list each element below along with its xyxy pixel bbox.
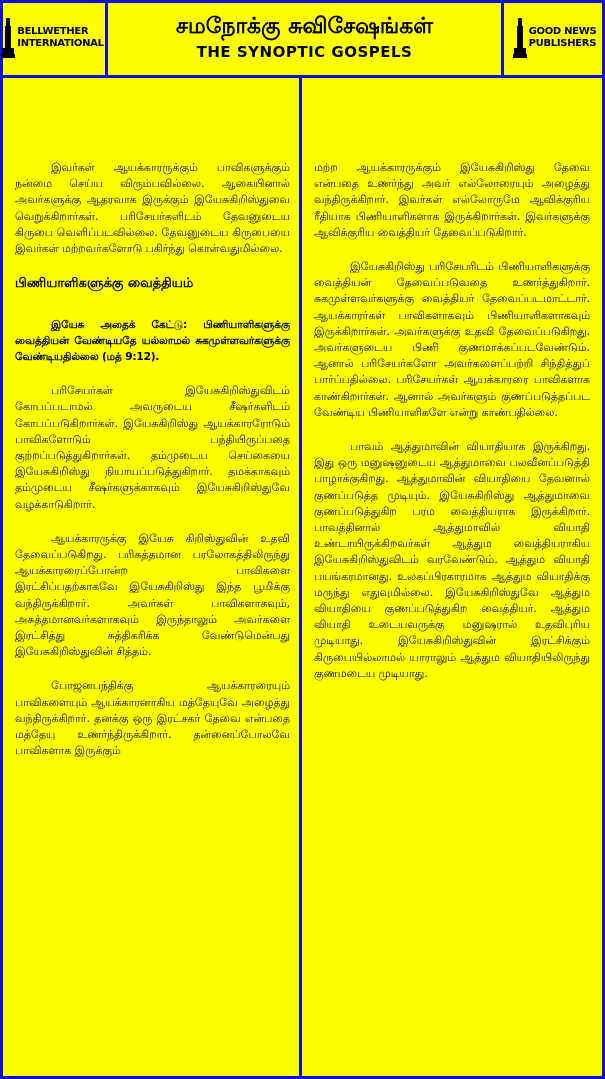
paragraph: ஆயக்காரருக்கு இயேசு கிறிஸ்துவின் உதவி தேவைப்படுகிறது. பரிசுத்தமான பரலோகத்திலிருந்து ஆயக்காரரைப்போன்ற பாவிகளை இரட்சிப்பதற்காகவே இயேசுகிறிஸ்து இந்த பூமிக்கு வந்திருக்கிறார். அவர்கள் பாவிகளாகவும், அசுத்தமானவர்களாகவும் இருந்தாலும் அவர்களை இரட்சித்து சுத்திகரிக்க வேண்டுமென்பது இயேசுகிறிஸ்துவின் சித்தம். [15, 531, 290, 659]
bellwether-logo-text [17, 26, 103, 50]
paragraph: பரிசேயர்கள் இயேசுகிறிஸ்துவிடம் கோபப்படாமல் அவருடைய சீஷர்களிடம் கோபப்படுகிறார்கள். இயேசுகிறிஸ்து ஆயக்காரரோடும் பாவிகளோடும் பந்தியிருப்பதை குற்றப்படுத்துகிறார்கள். தம்முடைய செய்கையை இயேசுகிறிஸ்து நியாயப்படுத்துகிறார். தமக்காகவும் தம்முடைய சீஷர்களுக்காகவும் இயேசுகிறிஸ்துவே வழக்காடுகிறார். [15, 384, 290, 511]
page-title-tamil: சமநோக்கு சுவிசேஷங்கள் [175, 13, 434, 39]
page-title-english: THE SYNOPTIC GOSPELS [196, 42, 413, 61]
good-news-logo [501, 0, 605, 75]
left-column [3, 78, 299, 1079]
title-block [108, 0, 501, 75]
right-column [302, 78, 602, 1079]
page-header [0, 0, 605, 78]
logo-line: INTERNATIONAL [17, 37, 104, 49]
section-heading: பிணியாளிகளுக்கு வைத்தியம் [15, 276, 194, 292]
scripture-quote: இயேசு அதைக் கேட்டு: பிணியாளிகளுக்கு வைத்தியன் வேண்டியதே யல்லாமல் சுகமுள்ளவர்களுக்கு வேண்டியதில்லை (மத் 9:12). [15, 319, 290, 364]
bellwether-logo [0, 0, 108, 75]
good-news-logo-text [529, 26, 597, 50]
paragraph: போஜனபந்திக்கு ஆயக்காரரையும் பாவிகளையும் ஆயக்காரனாகிய மத்தேயுவே அழைத்து வந்திருக்கிறார். தனக்கு ஒரு இரட்சகர் தேவை என்பதை மத்தேயு உணர்ந்திருக்கிறார். தன்னைப்போலவே பாவிகளாக இருக்கும் [15, 679, 290, 758]
logo-line: GOOD NEWS [528, 25, 597, 37]
paragraph: இவர்கள் ஆயக்காரருக்கும் பாவிகளுக்கும் நன்மை செய்ய விரும்பவில்லை. ஆகையினால் அவர்களுக்கு ஆதரவாக இருக்கும் இயேசுகிறிஸ்துவை வெறுக்கிறார்கள். பரிசேயர்களிடம் தேவனுடைய கிருபை வெளிப்படவில்லை. தேவனுடைய கிருபையை இவர்கள் மற்றவர்களோடு பகிர்ந்து கொள்வதுமில்லை. [15, 161, 290, 256]
paragraph: பாவம் ஆத்துமாவின் வியாதியாக இருக்கிறது. இது ஒரு மனுஷனுடைய ஆத்துமாவை பலவீனப்படுத்தி பாழாக்குகிறது. ஆத்துமாவின் வியாதியை தேவனால் குணப்படுத்த முடியும். இயேசுகிறிஸ்து ஆத்துமாவை குணப்படுத்துகிற பரம வைத்தியராக இருக்கிறார். பாவத்தினால் ஆத்துமாவில் வியாதி உண்டாயிருக்கிறவர்கள் ஆத்தும வைத்தியராகிய இயேசுகிறிஸ்துவிடம் வரவேண்டும். ஆத்தும வியாதி பயங்கரமானது. உலகப்பிரகாரமாக ஆத்தும வியாதிக்கு மருந்து எதுவுமில்லை. இயேசுகிறிஸ்துவே ஆத்தும வியாதியை குணப்படுத்துகிற வைத்தியர். ஆத்தும வியாதி உடையவருக்கு மனுஷரால் உதவிபுரிய முடியாது. இயேசுகிறிஸ்துவின் இரட்சிக்கும் கிருபையில்லாமல் யாராலும் ஆத்தும வியாதியிலிருந்து குணமடைய முடியாது. [314, 440, 590, 680]
paragraph: இயேசுகிறிஸ்து பரிசேயரிடம் பிணியாளிகளுக்கு வைத்தியன் தேவைப்படுவதை உணர்த்துகிறார். சுகமுள்ளவர்களுக்கு வைத்தியர் தேவைப்படமாட்டார். ஆயக்காரர்கள் பாவிகளாகவும் பிணியாளிகளாகவும் இருக்கிறார்கள். அவர்களுக்கு உதவி தேவைப்படுகிறது. அவர்களுடைய பிணி குணமாக்கப்படவேண்டும். ஆனால் பரிசேயர்களோ அவர்களைப்பற்றி சிந்தித்துப் பார்ப்பதில்லை. பரிசேயர்கள் ஆயக்காரரை பாவிகளாக காண்கிறார்கள். ஆனால் அவர்களும் குணப்படுத்தப்பட வேண்டிய பிணியாளிகளே என்று காண்பதில்லை. [314, 260, 590, 419]
lamp-logo-icon [1, 16, 15, 60]
lamp-logo-icon [513, 16, 527, 60]
logo-line: BELLWETHER [17, 25, 89, 37]
logo-line: PUBLISHERS [528, 37, 597, 49]
paragraph: மற்ற ஆயக்காரருக்கும் இயேசுகிறிஸ்து தேவை என்பதை உணர்ந்து அவர் எல்லோரையும் அழைத்து வந்திருக்கிறார். இவர்கள் எல்லோருமே ஆவிக்குரிய ரீதியாக பிணியாளிகளாக இருக்கிறார்கள். இவர்களுக்கு ஆவிக்குரிய வைத்தியர் தேவைப்படுகிறார். [314, 161, 590, 239]
